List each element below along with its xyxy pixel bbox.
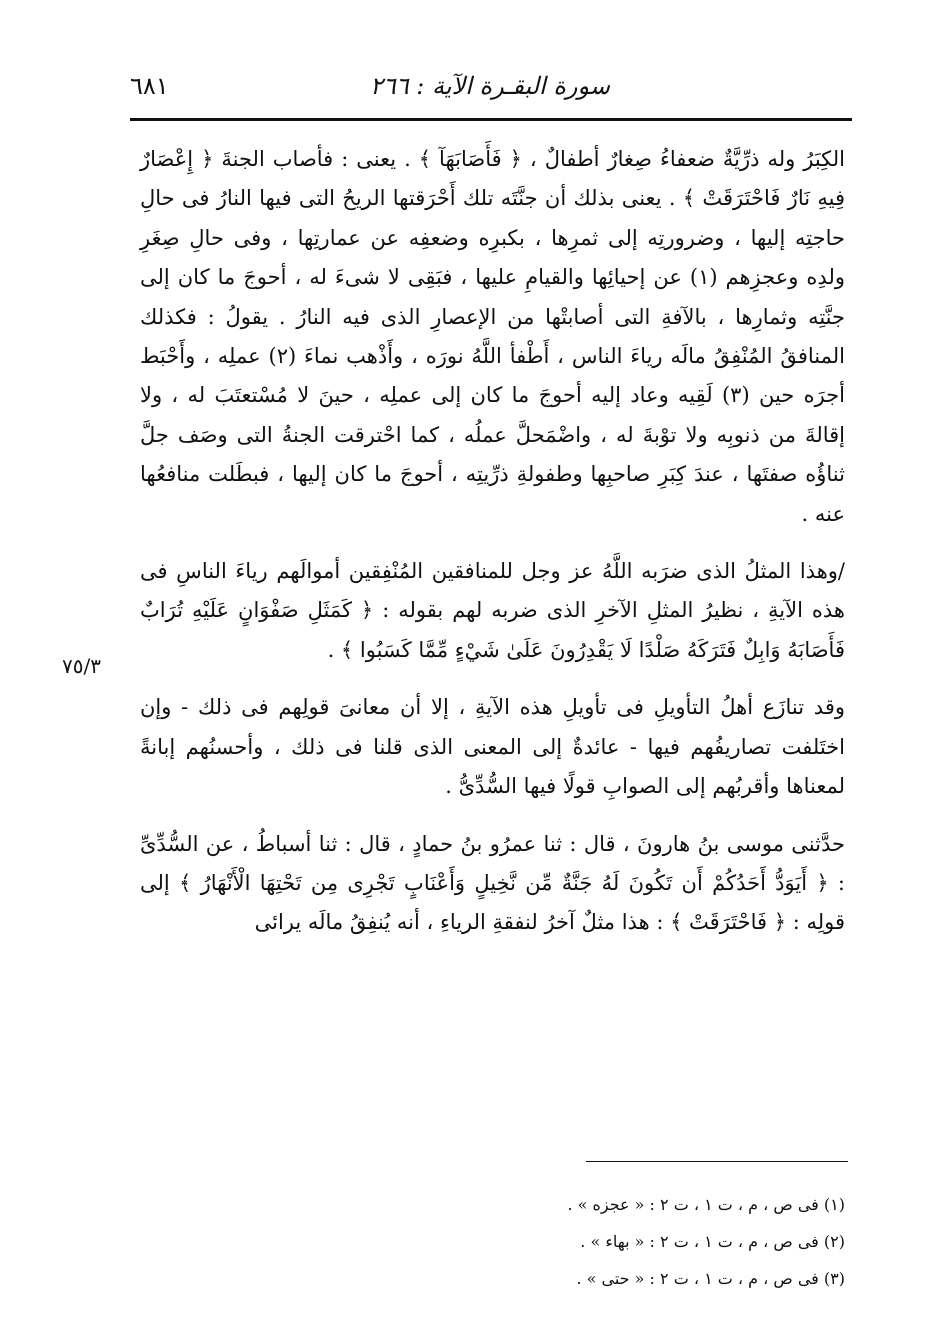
paragraph-4: حدَّثنى موسى بنُ هارونَ ، قال : ثنا عمرُو بنُ حمادٍ ، قال : ثنا أسباطُ ، عن السُّدِّىِّ : ﴿ أَيَوَدُّ أَحَدُكُمْ أَن تَكُونَ لَهُ جَنَّةٌ مِّن نَّخِيلٍ وَأَعْنَابٍ تَجْرِى مِن تَحْتِهَا الْأَنْهَارُ ﴾ إلى قولِه : ﴿ فَاحْتَرَقَتْ ﴾ : هذا مثلٌ آخرُ لنفقةِ الرياءِ ، أنه يُنفِقُ مالَه يرائى xyxy=(140,831,845,935)
footnote-3: (٣) فى ص ، م ، ت ١ ، ت ٢ : « حتى » . xyxy=(576,1269,845,1288)
footnote-1: (١) فى ص ، م ، ت ١ ، ت ٢ : « عجزه » . xyxy=(567,1195,845,1214)
running-title: سورة البقـرة الآية : ٢٦٦ xyxy=(369,72,611,100)
page-number: ٦٨١ xyxy=(130,72,169,100)
paragraph-3: وقد تنازَع أهلُ التأويلِ فى تأويلِ هذه الآيةِ ، إلا أن معانىَ قولِهم فى ذلك - وإن اختَلفت تصاريفُهم فيها - عائدةٌ إلى المعنى الذى قلنا فى ذلك ، وأحسنُهم إبانةً لمعناها وأقربُهم إلى الصوابِ قولًا فيها السُّدِّىُّ . xyxy=(140,695,845,799)
header-divider xyxy=(130,118,852,121)
footnote-2: (٢) فى ص ، م ، ت ١ ، ت ٢ : « بهاء » . xyxy=(580,1232,845,1251)
paragraph-1: الكِبَرُ وله ذرِّيَّةٌ ضعفاءُ صِغارٌ أطفالٌ ، ﴿ فَأَصَابَهَآ ﴾ . يعنى : فأصاب الجنةَ ﴿ إِعْصَارٌ فِيهِ نَارٌ فَاحْتَرَقَتْ ﴾ . يعنى بذلك أن جنَّتَه تلك أَحْرَقتها الريحُ التى فيها النارُ فى حالِ حاجتِه إليها ، وضرورتِه إلى ثمرِها ، بكبرِه وضعفِه عن عمارتِها ، وفى حالِ صِغَرِ ولدِه وعجزِهم (١) عن إحيائِها والقيامِ عليها ، فبَقِى لا شىءَ له ، أحوجَ ما كان إلى جنَّتِه وثمارِها ، بالآفةِ التى أصابتْها من الإعصارِ الذى فيه النارُ . يقولُ : فكذلك المنافقُ المُنْفِقُ مالَه رياءَ الناس ، أَطْفأ اللَّهُ نورَه ، وأَذْهب نماءَ (٢) عملِه ، وأَحْبَط أجرَه حين (٣) لَقِيه وعاد إليه أحوجَ ما كان إلى عملِه ، حينَ لا مُسْتعتَبَ له ، ولا إقالةَ من ذنوبِه ولا توْبةَ له ، واضْمَحلَّ عملُه ، كما احْترقت الجنةُ التى وصَف جلَّ ثناؤُه صفتَها ، عندَ كِبَرِ صاحبِها وطفولةِ ذرِّيتِه ، أحوجَ ما كان إليها ، فبطَلت منافعُها عنه . xyxy=(140,147,845,526)
main-text xyxy=(140,140,845,943)
margin-reference: ٧٥/٣ xyxy=(62,654,101,678)
page-header xyxy=(130,72,850,112)
footnotes xyxy=(500,1186,845,1297)
paragraph-2: /وهذا المثلُ الذى ضرَبه اللَّهُ عز وجل للمنافقين المُنْفِقين أموالَهم رياءَ الناسِ فى هذه الآيةِ ، نظيرُ المثلِ الآخرِ الذى ضربه لهم بقوله : ﴿ كَمَثَلِ صَفْوَانٍ عَلَيْهِ تُرَابٌ فَأَصَابَهُ وَابِلٌ فَتَرَكَهُ صَلْدًا لَا يَقْدِرُونَ عَلَىٰ شَيْءٍ مِّمَّا كَسَبُوا ﴾ . xyxy=(140,559,845,662)
footnote-divider xyxy=(586,1161,848,1162)
